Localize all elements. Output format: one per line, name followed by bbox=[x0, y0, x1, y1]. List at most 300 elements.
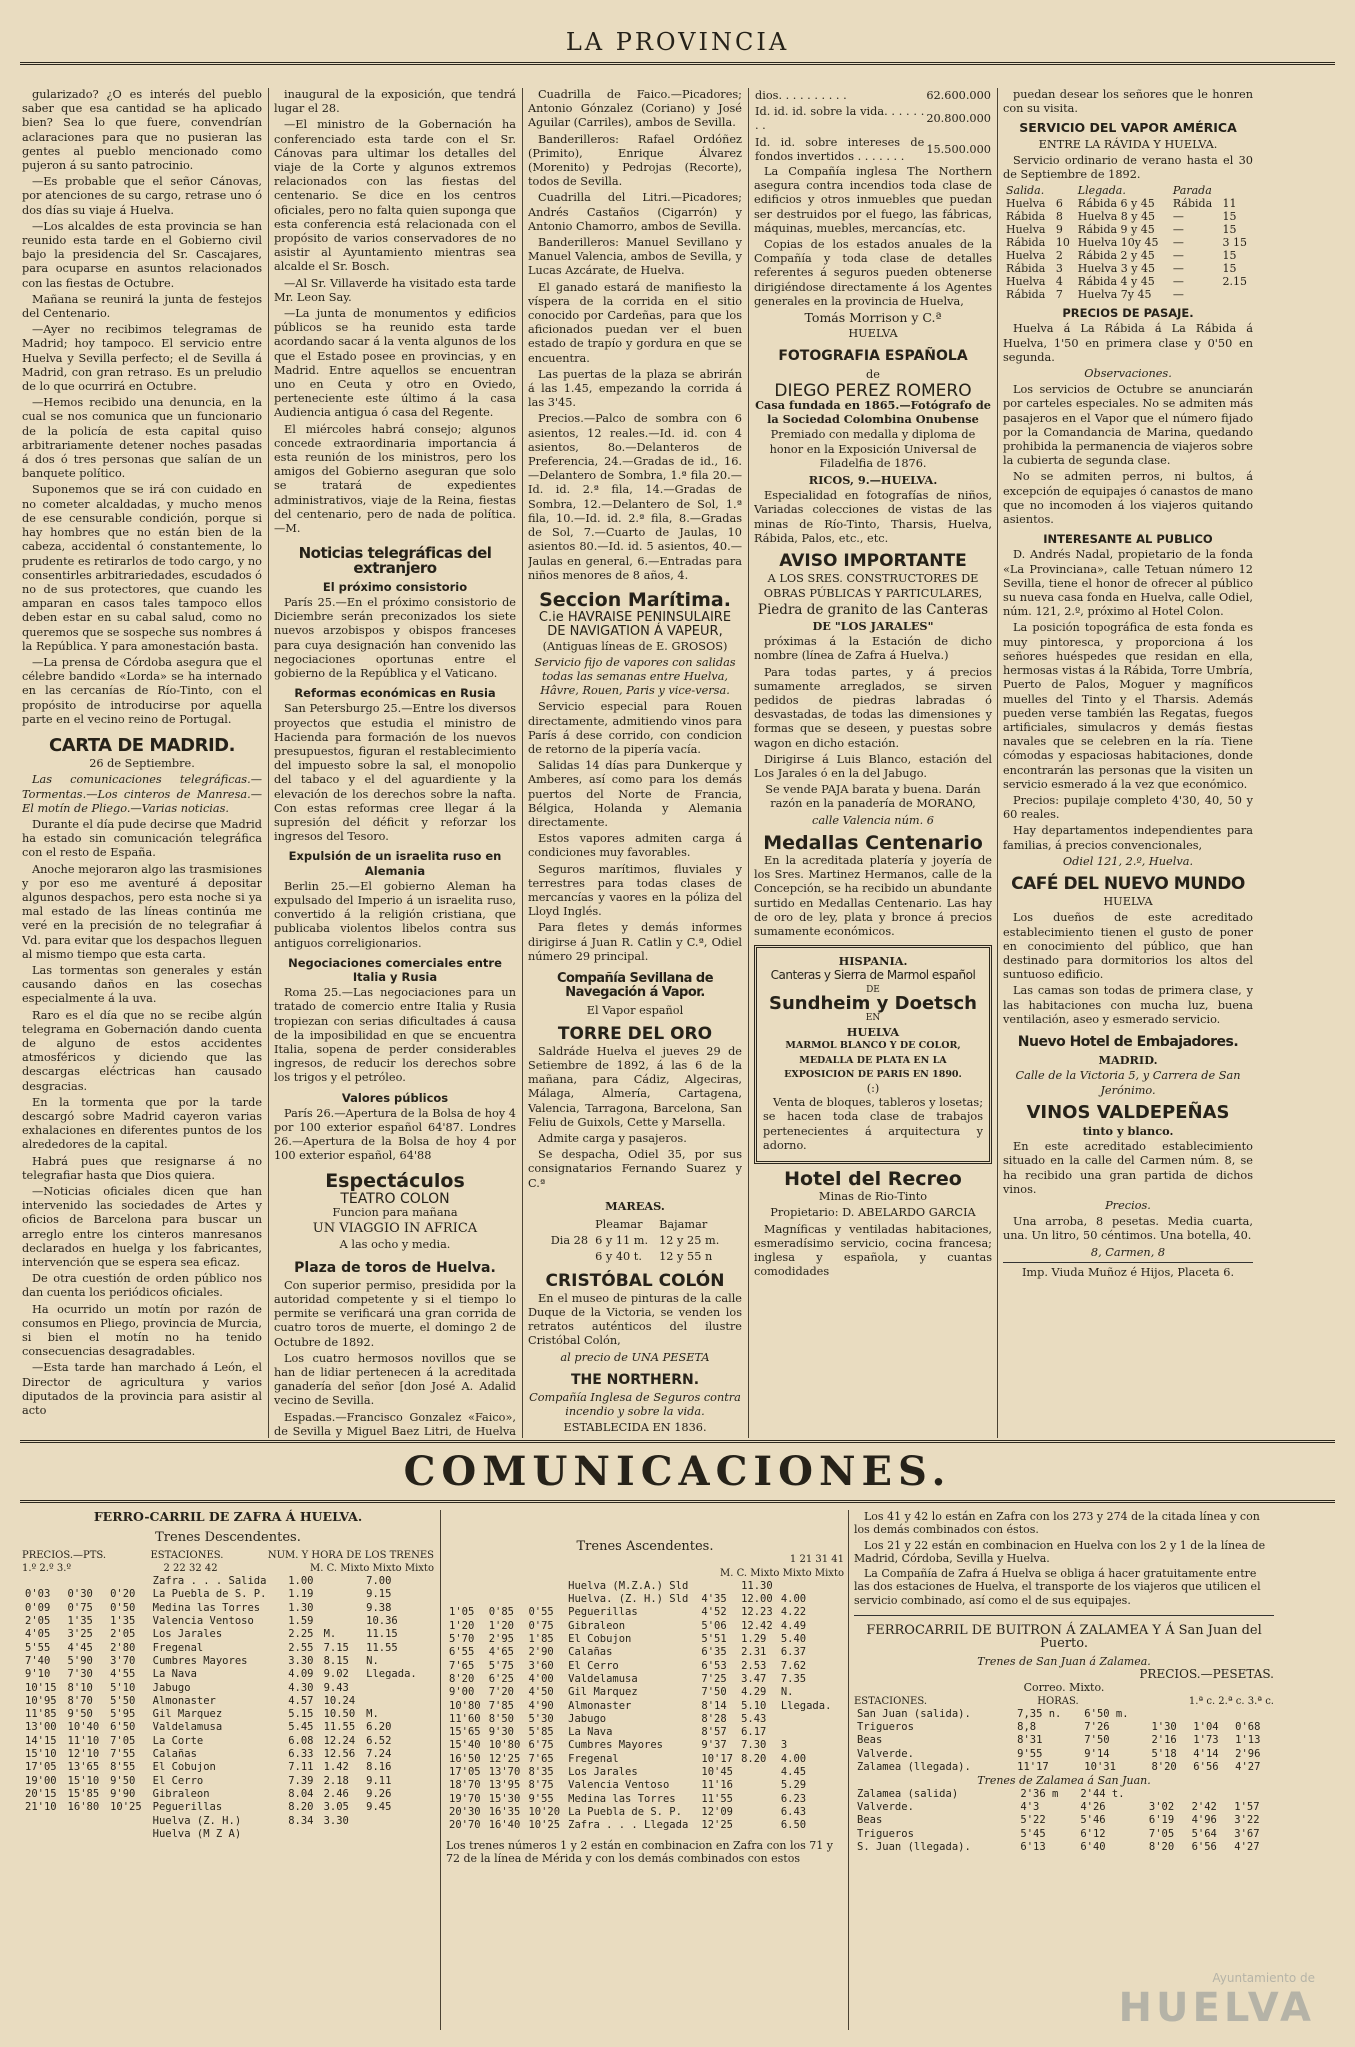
table-cell: 2'90 bbox=[528, 1646, 554, 1659]
section-title: El próximo consistorio bbox=[322, 579, 468, 594]
table-row bbox=[22, 1655, 434, 1668]
table-cell bbox=[427, 1575, 434, 1588]
zalamea-table-1 bbox=[854, 1708, 1274, 1774]
paragraph: El ganado estará de manifiesto la víspera de la corrida en el sitio conocido por Cardeñas, para que los aficionados puedan ver el buen estado de trapío y gordura en que se encuentra. bbox=[528, 280, 742, 365]
foto-addr: RICOS, 9.—HUELVA. bbox=[808, 473, 938, 488]
table-cell: 1.00 bbox=[288, 1575, 314, 1588]
table-cell: 6.23 bbox=[780, 1792, 807, 1805]
table-cell bbox=[65, 1575, 108, 1588]
table-cell: Rábida bbox=[1006, 210, 1046, 224]
figure-value: 62.600.000 bbox=[926, 89, 991, 102]
table-cell bbox=[838, 1739, 844, 1752]
table-cell: 13'00 bbox=[25, 1721, 57, 1734]
table-cell: Peguerillas bbox=[152, 1801, 223, 1814]
paragraph: Magníficas y ventiladas habitaciones, esmeradísimo servicio, cocina francesa; inglesa y española, y cuantas comodidades bbox=[754, 1222, 992, 1279]
table-cell: 4'45 bbox=[67, 1641, 93, 1654]
hispania-text: MARMOL BLANCO Y DE COLOR, MEDALLA DE PLATA EN LA EXPOSICION DE PARIS EN 1890. bbox=[784, 1040, 962, 1080]
table-cell: 11.30 bbox=[741, 1579, 773, 1592]
table-cell: 6'53 bbox=[701, 1659, 727, 1672]
vapor-header: Parada bbox=[1172, 184, 1212, 198]
desc-title: Trenes Descendentes. bbox=[155, 1530, 301, 1546]
table-cell: 4 bbox=[1055, 275, 1063, 289]
hispania-name: Sundheim y Doetsch bbox=[768, 992, 977, 1014]
table-cell: 17'05 bbox=[449, 1766, 481, 1779]
table-cell: 6.33 bbox=[288, 1748, 314, 1761]
table-cell: Valverde. bbox=[857, 1800, 914, 1813]
table-cell: 4.30 bbox=[288, 1681, 314, 1694]
mareas-cell: 12 y 55 n bbox=[659, 1250, 713, 1264]
table-cell: Huelva. (Z. H.) Sld bbox=[568, 1593, 689, 1606]
table-row bbox=[854, 1761, 1274, 1774]
table-cell: Los Jarales bbox=[152, 1628, 223, 1641]
table-cell bbox=[698, 1580, 738, 1593]
table-cell: 4.29 bbox=[741, 1686, 767, 1699]
table-cell: 2.53 bbox=[741, 1659, 767, 1672]
table-cell bbox=[107, 1828, 150, 1841]
table-cell: Rábida 4 y 45 bbox=[1077, 275, 1155, 289]
table-cell: 6'25 bbox=[488, 1672, 515, 1685]
paragraph: De otra cuestión de orden público nos dan cuenta los periódicos oficiales. bbox=[22, 1272, 262, 1300]
table-cell: Rábida bbox=[1006, 288, 1046, 302]
table-cell bbox=[427, 1602, 434, 1615]
table-cell: N. bbox=[780, 1686, 794, 1699]
table-cell: 2'96 bbox=[1235, 1747, 1261, 1760]
table-cell bbox=[427, 1775, 434, 1788]
paragraph: —La prensa de Córdoba asegura que el célebre bandido «Lorda» se ha internado en las cercanías de Río-Tinto, con el propósito de introducirse por aquella parte en el vecino reino de Portugal. bbox=[22, 655, 262, 726]
table-cell: 1.42 bbox=[323, 1761, 349, 1774]
paragraph: inaugural de la exposición, que tendrá lugar el 28. bbox=[274, 88, 516, 116]
table-cell: 10'40 bbox=[67, 1721, 100, 1734]
table-cell: 3.47 bbox=[741, 1672, 767, 1685]
table-cell: 3 15 bbox=[1222, 236, 1248, 250]
table-row bbox=[446, 1713, 844, 1726]
table-cell: 7'65 bbox=[449, 1659, 475, 1672]
figure-value: 15.500.000 bbox=[926, 142, 991, 156]
havraise-sub: (Antiguas líneas de E. GROSOS) bbox=[542, 639, 728, 653]
teatro-title: TEATRO COLON bbox=[340, 1190, 450, 1207]
paragraph: —Al Sr. Villaverde ha visitado esta tarde Mr. Leon Say. bbox=[274, 276, 516, 304]
table-cell: 5'46 bbox=[1080, 1814, 1106, 1827]
table-cell bbox=[427, 1748, 434, 1761]
table-cell: M. bbox=[366, 1708, 379, 1721]
table-cell: 6'35 bbox=[701, 1646, 727, 1659]
table-cell bbox=[738, 1819, 778, 1832]
table-row bbox=[446, 1793, 844, 1806]
table-cell: 7'85 bbox=[488, 1699, 515, 1712]
table-cell: 5'90 bbox=[67, 1654, 93, 1667]
table-cell: 11'10 bbox=[67, 1734, 100, 1747]
zalamea-header-cell: ESTACIONES. bbox=[854, 1695, 928, 1707]
figure-label: dios. . . . . . . . . . bbox=[755, 89, 847, 102]
table-cell: Rábida bbox=[1006, 236, 1046, 250]
table-cell: 7'50 bbox=[701, 1686, 727, 1699]
table-cell: 7.62 bbox=[780, 1659, 807, 1672]
asc-header: 1 21 31 41 bbox=[789, 1554, 844, 1566]
table-cell: 9'30 bbox=[488, 1726, 515, 1739]
paragraph: próximas á la Estación de dicho nombre (línea de Zafra á Huelva.) bbox=[754, 635, 992, 663]
paragraph: París 25.—En el próximo consistorio de Diciembre serán preconizados los siete nuevos arzobispos y obispos franceses para cuya designación han convenido las negociaciones oportunas entre el gobierno de la República y el Vaticano. bbox=[274, 595, 516, 680]
table-cell: 11.55 bbox=[366, 1641, 398, 1654]
paragraph: Venta de bloques, tableros y losetas; se hacen toda clase de trabajos pertenecientes á arquitectura y adorno. bbox=[763, 1096, 983, 1152]
table-cell: 17'05 bbox=[25, 1761, 57, 1774]
mareas-cell: 6 y 11 m. bbox=[595, 1234, 649, 1248]
table-cell bbox=[363, 1815, 427, 1828]
table-cell: 12.42 bbox=[741, 1619, 773, 1632]
table-row bbox=[854, 1814, 1274, 1827]
table-cell: Almonaster bbox=[152, 1694, 216, 1707]
paragraph: —Ayer no recibimos telegramas de Madrid; hoy tampoco. El servicio entre Huelva y Sevilla perfecto; el de Sevilla á Madrid, con gran retraso. Es un preludio de lo que ocurrirá en Octubre. bbox=[22, 323, 262, 394]
table-cell: 15'40 bbox=[449, 1739, 481, 1752]
table-cell: 9.26 bbox=[366, 1787, 392, 1800]
paragraph: Anoche mejoraron algo las trasmisiones y por eso me aventuré á depositar algunos despachos, pero esta noche si ya mal estado de las líneas continúa me veré en la precisión de no telegrafiar á Vd. para evitar que los despachos lleguen al mismo tiempo que esta carta. bbox=[22, 862, 262, 961]
watermark-line: Ayuntamiento de bbox=[1212, 1971, 1315, 1985]
paragraph: Ha ocurrido un motín por razón de consumos en Pliego, provincia de Murcia, si bien el motín no ha tenido consecuencias desagradables. bbox=[22, 1302, 262, 1359]
table-cell: 3.05 bbox=[323, 1801, 349, 1814]
column-1 bbox=[22, 88, 262, 1438]
table-cell: — bbox=[1172, 210, 1184, 224]
vinos-sub: tinto y blanco. bbox=[1082, 1123, 1174, 1138]
table-cell: 0'55 bbox=[528, 1606, 554, 1619]
table-row bbox=[22, 1588, 434, 1601]
table-cell: 7'20 bbox=[488, 1686, 515, 1699]
zalamea-header-cell: 1.ª c. 2.ª c. 3.ª c. bbox=[1188, 1695, 1274, 1707]
section-rule bbox=[20, 1500, 1335, 1503]
paragraph: París 26.—Apertura de la Bolsa de hoy 4 por 100 exterior español 64'87. Londres 26.—Apertura de la Bolsa de hoy 4 por 100 exterior español, 64'88 bbox=[274, 1106, 516, 1163]
table-cell: 6'19 bbox=[1148, 1814, 1175, 1827]
table-cell: La Corte bbox=[152, 1734, 204, 1747]
table-cell: Zafra . . . Salida bbox=[152, 1575, 267, 1588]
mareas-cell: 6 y 40 t. bbox=[595, 1250, 642, 1264]
table-row bbox=[22, 1775, 434, 1788]
table-cell: 0'68 bbox=[1235, 1721, 1261, 1734]
table-cell bbox=[738, 1779, 778, 1792]
table-cell bbox=[838, 1819, 844, 1832]
table-cell: 6'50 bbox=[110, 1721, 136, 1734]
table-cell: 21'10 bbox=[25, 1801, 57, 1814]
paragraph: La Compañía inglesa The Northern asegura contra incendios toda clase de edificios y otros inmuebles que puedan ser destruidos por el fuego, las fábricas, máquinas, muebles, mercancías, etc. bbox=[754, 165, 992, 235]
table-row bbox=[22, 1642, 434, 1655]
table-cell: 8.16 bbox=[366, 1761, 392, 1774]
zalamea-head2: Correo. Mixto. bbox=[1023, 1681, 1105, 1695]
table-cell: 9.38 bbox=[366, 1601, 392, 1614]
interesante-title: INTERESANTE AL PUBLICO bbox=[1043, 532, 1213, 547]
section-title: Valores públicos bbox=[341, 1090, 449, 1105]
table-cell bbox=[107, 1815, 150, 1828]
table-cell: 15 bbox=[1222, 223, 1237, 237]
table-cell: 20'30 bbox=[449, 1805, 481, 1818]
table-cell: 10'25 bbox=[110, 1801, 142, 1814]
column-divider bbox=[997, 88, 998, 1438]
recreo-sub: Minas de Rio-Tinto bbox=[818, 1190, 928, 1204]
paragraph: puedan desear los señores que le honren con su visita. bbox=[1003, 88, 1253, 116]
table-cell: 8.04 bbox=[288, 1787, 314, 1800]
paragraph: Banderilleros: Rafael Ordóñez (Primito), Enrique Álvarez (Morenito) y Pedrojas (Recorte), todos de Sevilla. bbox=[528, 132, 742, 189]
table-cell: 8'55 bbox=[110, 1761, 136, 1774]
table-cell: 3'25 bbox=[67, 1628, 93, 1641]
table-cell: 7.11 bbox=[288, 1761, 314, 1774]
table-cell bbox=[838, 1673, 844, 1686]
paragraph: Durante el día pude decirse que Madrid ha estado sin comunicación telegráfica con el resto de España. bbox=[22, 817, 262, 860]
table-row bbox=[854, 1801, 1274, 1814]
zafra-title: FERRO-CARRIL DE ZAFRA Á HUELVA. bbox=[93, 1509, 363, 1524]
northern-sub: Compañía Inglesa de Seguros contra incendio y sobre la vida. bbox=[529, 1391, 741, 1419]
table-cell bbox=[427, 1815, 434, 1828]
table-cell: Huelva 7y 45 bbox=[1077, 288, 1152, 302]
table-cell bbox=[321, 1602, 364, 1615]
paragraph: —Esta tarde han marchado á León, el Director de agricultura y varios diputados de la provincia para asistir al acto bbox=[22, 1361, 262, 1418]
table-cell: 5'70 bbox=[449, 1633, 475, 1646]
table-cell: 11.55 bbox=[323, 1721, 356, 1734]
table-cell: 6.37 bbox=[780, 1646, 807, 1659]
vapor-row bbox=[1003, 236, 1253, 249]
table-cell: 12.24 bbox=[323, 1734, 356, 1747]
table-cell: 5.40 bbox=[780, 1633, 807, 1646]
zalamea-title: FERROCARRIL DE BUITRON Á ZALAMEA Y Á San Juan del Puerto. bbox=[866, 1623, 1262, 1652]
table-cell: Gibraleon bbox=[568, 1619, 626, 1632]
table-cell: 1'04 bbox=[1193, 1721, 1219, 1734]
vinos-precios: Precios. bbox=[1105, 1199, 1151, 1212]
figure-value: 20.800.000 bbox=[926, 112, 991, 126]
table-cell: 16'35 bbox=[488, 1805, 521, 1818]
table-cell bbox=[1231, 1788, 1274, 1801]
table-row bbox=[22, 1602, 434, 1615]
table-row bbox=[22, 1668, 434, 1681]
table-row bbox=[446, 1593, 844, 1606]
table-cell: 4.49 bbox=[780, 1619, 807, 1632]
table-row bbox=[22, 1682, 434, 1695]
table-cell: 12'25 bbox=[701, 1819, 733, 1832]
table-cell: 11'17 bbox=[1017, 1761, 1049, 1774]
section-title: Expulsión de un israelita ruso en Alemania bbox=[288, 849, 502, 878]
table-cell: 11'55 bbox=[701, 1792, 733, 1805]
table-cell: 3'60 bbox=[528, 1659, 554, 1672]
table-row bbox=[22, 1801, 434, 1814]
paragraph: Dirigirse á Luis Blanco, estación del Los Jarales ó en la del Jabugo. bbox=[754, 752, 992, 780]
table-cell: Fregenal bbox=[568, 1752, 619, 1765]
table-cell: Cumbres Mayores bbox=[152, 1654, 248, 1667]
table-cell bbox=[738, 1793, 778, 1806]
table-row bbox=[446, 1620, 844, 1633]
table-cell bbox=[1190, 1708, 1232, 1721]
table-cell bbox=[427, 1721, 434, 1734]
cafe-title: CAFÉ DEL NUEVO MUNDO bbox=[1011, 873, 1245, 894]
table-cell: 8.15 bbox=[323, 1654, 349, 1667]
table-cell: 7'25 bbox=[701, 1672, 727, 1685]
table-cell bbox=[838, 1686, 844, 1699]
paragraph: Las puertas de la plaza se abrirán á las 1.45, empezando la corrida á las 3'45. bbox=[528, 367, 742, 410]
vapor-header: Salida. bbox=[1006, 184, 1045, 198]
foto-text: Premiado con medalla y diploma de honor en la Exposición Universal de Filadelfia de 1876. bbox=[769, 428, 977, 470]
table-cell: 3 bbox=[1055, 262, 1063, 276]
agent-city: HUELVA bbox=[848, 327, 898, 341]
table-row bbox=[446, 1700, 844, 1713]
table-cell bbox=[363, 1682, 427, 1695]
table-row bbox=[22, 1708, 434, 1721]
table-cell: Zafra . . . Llegada bbox=[568, 1819, 689, 1832]
table-cell: 5'64 bbox=[1191, 1827, 1217, 1840]
table-cell: — bbox=[1172, 288, 1184, 302]
hispania-city: HUELVA bbox=[846, 1025, 900, 1040]
table-cell: 5.10 bbox=[741, 1699, 767, 1712]
paragraph: D. Andrés Nadal, propietario de la fonda «La Provinciana», calle Tetuan número 12 Sevilla, tiene el honor de ofrecer al público su nueva casa fonda en Huelva, calle Odiel, núm. 121, 2.º, próximo al Hotel Colon. bbox=[1003, 548, 1253, 619]
table-cell: 1'20 bbox=[488, 1619, 515, 1632]
table-cell: 3'22 bbox=[1234, 1814, 1260, 1827]
table-cell: 7.30 bbox=[741, 1739, 767, 1752]
table-cell: 6.08 bbox=[288, 1734, 314, 1747]
table-row bbox=[22, 1695, 434, 1708]
asc-note: Los trenes números 1 y 2 están en combinacion en Zafra con los 71 y 72 de la línea de Mérida y con los demás combinados con estos bbox=[446, 1838, 833, 1865]
table-cell bbox=[427, 1801, 434, 1814]
table-cell: 0'20 bbox=[110, 1588, 136, 1601]
vapor-rows bbox=[1003, 197, 1253, 301]
table-cell: 2.55 bbox=[288, 1641, 314, 1654]
paragraph: Raro es el día que no se recibe algún telegrama en Gobernación dando cuenta de alguno de estos accidentes atmosféricos y diciendo que las descargas eléctricas han causado desgracias. bbox=[22, 1008, 262, 1093]
table-cell: 6'13 bbox=[1020, 1840, 1046, 1853]
table-cell bbox=[321, 1828, 364, 1841]
table-row bbox=[854, 1788, 1274, 1801]
table-row bbox=[446, 1660, 844, 1673]
table-row bbox=[446, 1606, 844, 1619]
paragraph: Con superior permiso, presidida por la autoridad competente y si el tiempo lo permite se verificará una gran corrida de cuatro toros de muerte, el domingo 2 de Octubre de 1892. bbox=[274, 1278, 516, 1349]
table-cell: 2'44 t. bbox=[1080, 1787, 1125, 1800]
table-cell: San Juan (salida). bbox=[857, 1707, 971, 1720]
table-cell bbox=[427, 1682, 434, 1695]
table-cell: 9'50 bbox=[110, 1774, 136, 1787]
table-cell: Huelva (M.Z.A.) Sld bbox=[568, 1579, 689, 1592]
table-cell: 9.15 bbox=[366, 1588, 392, 1601]
table-cell: 4.22 bbox=[780, 1606, 807, 1619]
interesante-addr: Odiel 121, 2.º, Huelva. bbox=[1062, 854, 1194, 868]
table-cell: 9'14 bbox=[1084, 1747, 1110, 1760]
page-title: LA PROVINCIA bbox=[565, 28, 790, 56]
table-cell: 4.45 bbox=[780, 1766, 807, 1779]
table-cell bbox=[838, 1660, 844, 1673]
table-cell bbox=[838, 1646, 844, 1659]
hispania-sub: Canteras y Sierra de Marmol español bbox=[770, 968, 976, 983]
table-cell: 7 bbox=[1055, 288, 1063, 302]
table-cell: 1'20 bbox=[449, 1619, 475, 1632]
column-divider bbox=[440, 1510, 441, 2030]
table-cell: 0'09 bbox=[25, 1601, 51, 1614]
table-cell: Huelva 8 y 45 bbox=[1077, 210, 1155, 224]
table-cell bbox=[427, 1668, 434, 1681]
table-cell: Zalamea (salida) bbox=[857, 1787, 959, 1800]
table-cell: 10'15 bbox=[25, 1681, 57, 1694]
table-row bbox=[22, 1788, 434, 1801]
table-cell: 7'50 bbox=[1084, 1734, 1110, 1747]
table-cell: 4.00 bbox=[780, 1593, 807, 1606]
table-row bbox=[854, 1828, 1274, 1841]
havraise-title: C.ie HAVRAISE PENINSULAIRE DE NAVIGATION Á VAPEUR, bbox=[538, 610, 732, 640]
foto-founded: Casa fundada en 1865.—Fotógrafo de la Sociedad Colombina Onubense bbox=[755, 398, 991, 427]
table-cell: 0'75 bbox=[528, 1619, 554, 1632]
watermark-line: HUELVA bbox=[1118, 1985, 1315, 2031]
table-row bbox=[446, 1753, 844, 1766]
table-cell: Los Jarales bbox=[568, 1766, 638, 1779]
vapor-row bbox=[1003, 262, 1253, 275]
table-cell: 20'15 bbox=[25, 1787, 57, 1800]
table-cell: 4'14 bbox=[1193, 1747, 1219, 1760]
table-cell: 2'05 bbox=[25, 1615, 51, 1628]
table-cell: 4'90 bbox=[528, 1699, 554, 1712]
table-cell: Valencia Ventoso bbox=[568, 1779, 670, 1792]
table-cell: Huelva (M Z A) bbox=[152, 1827, 242, 1840]
cafe-sub: HUELVA bbox=[1103, 895, 1153, 909]
table-cell: 6 bbox=[1055, 197, 1063, 211]
table-row bbox=[446, 1686, 844, 1699]
table-cell: 10'31 bbox=[1084, 1761, 1116, 1774]
table-cell: Huelva (Z. H.) bbox=[152, 1814, 242, 1827]
table-cell: 9'37 bbox=[701, 1739, 727, 1752]
table-cell: El Cerro bbox=[152, 1774, 204, 1787]
table-cell bbox=[838, 1766, 844, 1779]
asc-header: M. C. Mixto Mixto Mixto bbox=[720, 1567, 844, 1579]
table-cell: Rábida bbox=[1006, 262, 1046, 276]
column-4 bbox=[754, 88, 992, 1438]
paragraph: Banderilleros: Manuel Sevillano y Manuel Valencia, ambos de Sevilla, y Lucas Azcárate, de Huelva. bbox=[528, 236, 742, 278]
table-cell: 5'55 bbox=[25, 1641, 51, 1654]
table-cell: 7.15 bbox=[323, 1641, 349, 1654]
table-cell: 2'95 bbox=[488, 1633, 515, 1646]
desc-header-cell: NUM. Y HORA DE LOS TRENES bbox=[267, 1549, 434, 1561]
table-cell: 8'20 bbox=[1148, 1840, 1175, 1853]
table-cell: 8.20 bbox=[741, 1752, 767, 1765]
table-cell: 0'50 bbox=[110, 1601, 136, 1614]
table-cell: 5'45 bbox=[1020, 1827, 1046, 1840]
aviso-jarales: DE "LOS JARALES" bbox=[812, 618, 934, 633]
column-3 bbox=[528, 88, 742, 1438]
table-cell: Fregenal bbox=[152, 1641, 204, 1654]
table-cell: 11 bbox=[1222, 197, 1237, 211]
table-cell: 0'85 bbox=[488, 1606, 515, 1619]
table-cell: 10'45 bbox=[701, 1766, 733, 1779]
table-cell: 8,8 bbox=[1017, 1721, 1037, 1734]
table-cell: 16'50 bbox=[449, 1752, 481, 1765]
zalamea-table-2 bbox=[854, 1788, 1274, 1854]
table-cell: — bbox=[1172, 262, 1184, 276]
paragraph: Las camas son todas de primera clase, y las habitaciones con mucha luz, buena ventilación, aseo y esmerado servicio. bbox=[1003, 984, 1253, 1026]
table-cell bbox=[778, 1713, 838, 1726]
table-cell bbox=[427, 1788, 434, 1801]
mareas-cell: 12 y 25 m. bbox=[659, 1234, 720, 1248]
table-cell: 8'28 bbox=[701, 1712, 727, 1725]
table-cell: 7.35 bbox=[780, 1672, 807, 1685]
table-cell bbox=[363, 1828, 427, 1841]
table-cell: 8'57 bbox=[701, 1726, 727, 1739]
table-cell: 5'18 bbox=[1151, 1747, 1177, 1760]
table-cell: 2'80 bbox=[110, 1641, 136, 1654]
table-cell: 18'70 bbox=[449, 1779, 481, 1792]
table-cell: 4'3 bbox=[1020, 1800, 1040, 1813]
hispania-box bbox=[754, 945, 992, 1164]
table-cell: 3.30 bbox=[323, 1814, 349, 1827]
table-cell: La Puebla de S. P. bbox=[152, 1588, 267, 1601]
hotel-city: MADRID. bbox=[1098, 1053, 1158, 1068]
table-cell: 3'67 bbox=[1234, 1827, 1260, 1840]
paragraph: Precios: pupilaje completo 4'30, 40, 50 y 60 reales. bbox=[1003, 793, 1253, 822]
table-cell: 5.15 bbox=[288, 1708, 314, 1721]
table-row bbox=[446, 1726, 844, 1739]
paragraph: gularizado? ¿O es interés del pueblo saber que esa cantidad se ha aplicado bien? Sea lo que fuere, convendrían aclaraciones para que no pusieran las gentes al pueblo mencionado como pujeron á su santo patrocinio. bbox=[22, 88, 262, 173]
table-cell bbox=[427, 1735, 434, 1748]
table-cell: 9'55 bbox=[1017, 1747, 1043, 1760]
table-cell bbox=[427, 1695, 434, 1708]
table-cell: 4'35 bbox=[701, 1593, 727, 1606]
table-cell bbox=[838, 1593, 844, 1606]
table-cell: El Cobujon bbox=[568, 1633, 632, 1646]
table-cell bbox=[427, 1828, 434, 1841]
teatro-line: A las ocho y media. bbox=[339, 1238, 451, 1252]
